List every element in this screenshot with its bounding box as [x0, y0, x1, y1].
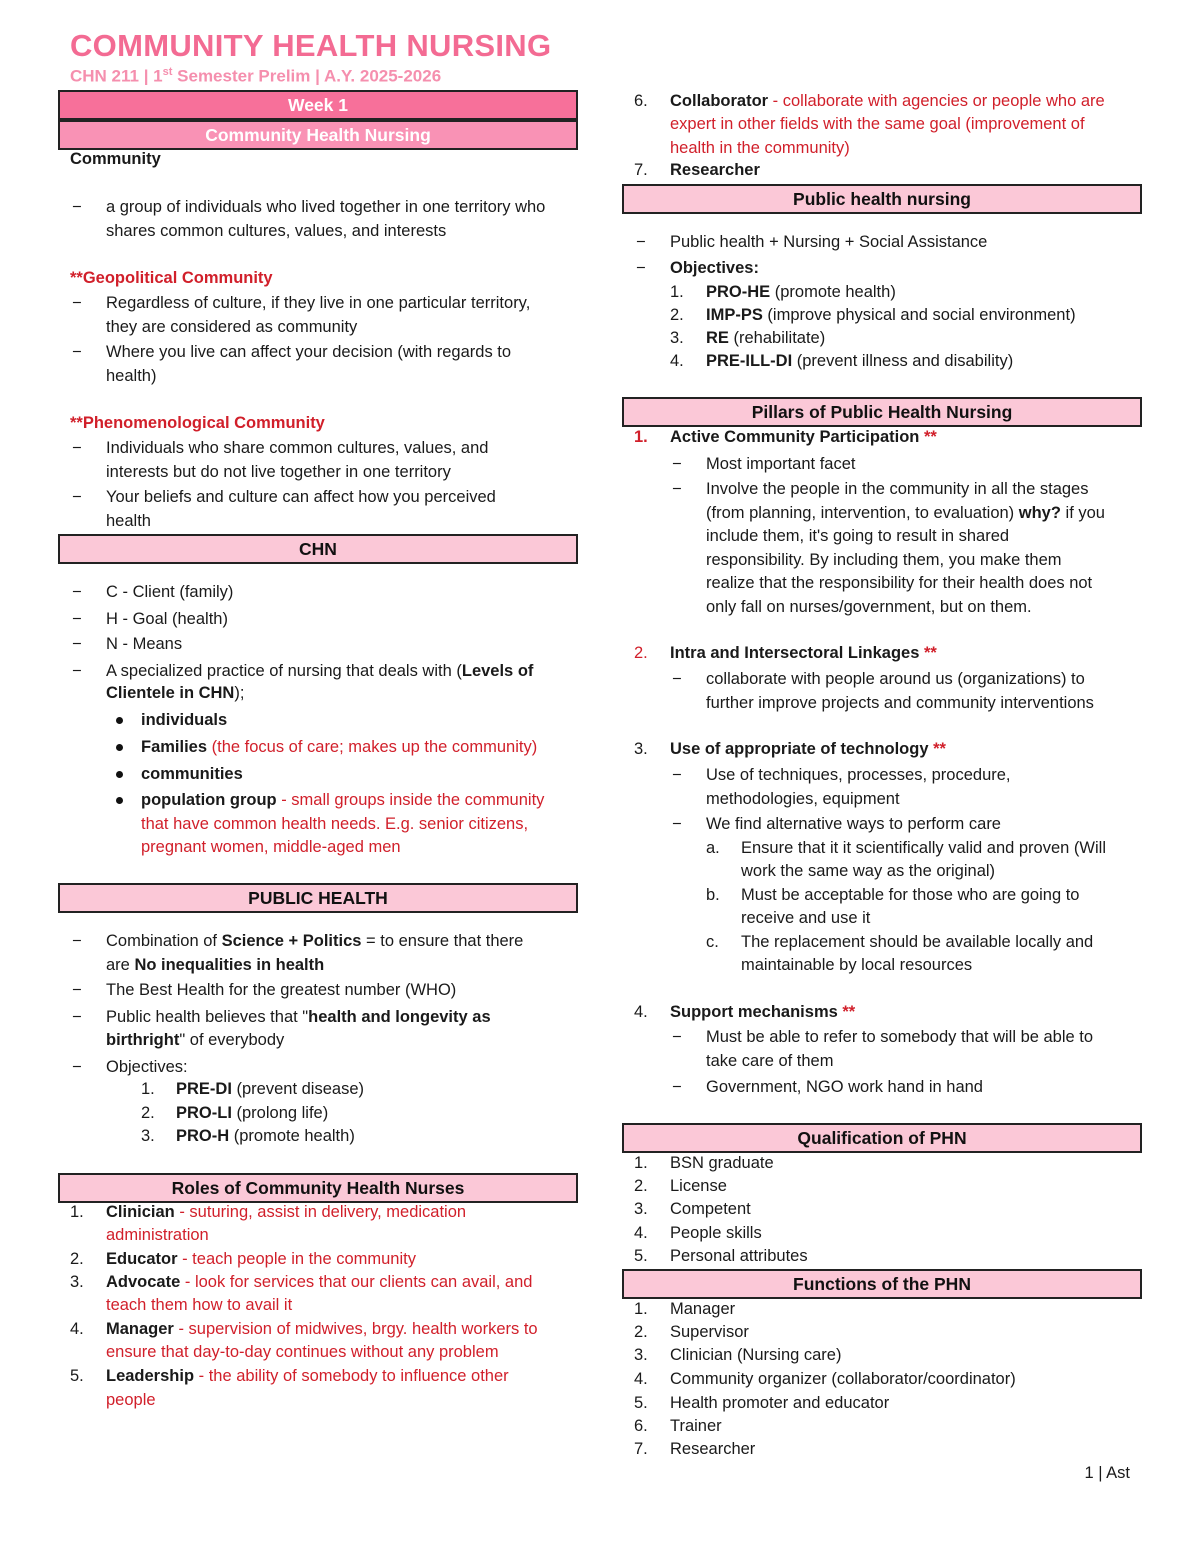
- qualification-header: Qualification of PHN: [622, 1123, 1142, 1153]
- dash-marker: −: [672, 1028, 682, 1046]
- role-leadership-cont: people: [106, 1391, 156, 1409]
- geopolitical-heading: **Geopolitical Community: [70, 269, 273, 287]
- chn-h: H - Goal (health): [106, 610, 228, 628]
- pillar-1-sub-2: Involve the people in the community in all the stages: [706, 480, 1089, 498]
- role-manager: Manager - supervision of midwives, brgy. health workers to: [106, 1320, 538, 1338]
- ph-objective-1: PRE-DI (prevent disease): [176, 1080, 364, 1098]
- role-collaborator-cont1: expert in other fields with the same goal (improvement of: [670, 115, 1085, 133]
- list-number: 1.: [670, 283, 684, 301]
- role-advocate: Advocate - look for services that our clients can avail, and: [106, 1273, 533, 1291]
- community-heading: Community: [70, 150, 161, 168]
- list-number: 1.: [634, 1300, 648, 1318]
- phen-item-2: Your beliefs and culture can affect how you perceived: [106, 488, 496, 506]
- pillar-3-sub-2-b-cont: receive and use it: [741, 909, 871, 927]
- list-number: 5.: [634, 1247, 648, 1265]
- list-number: 1.: [634, 1154, 648, 1172]
- list-number: 3.: [141, 1127, 155, 1145]
- roles-header: Roles of Community Health Nurses: [58, 1173, 578, 1203]
- dash-marker: −: [672, 480, 682, 498]
- pillar-1-sub-1: Most important facet: [706, 455, 856, 473]
- pillar-4-sub-1-cont: take care of them: [706, 1052, 834, 1070]
- functions-header: Functions of the PHN: [622, 1269, 1142, 1299]
- dash-marker: −: [72, 343, 82, 361]
- phn-objective-4: PRE-ILL-DI (prevent illness and disability): [706, 352, 1014, 370]
- geo-item-1-cont: they are considered as community: [106, 318, 358, 336]
- level-families: Families (the focus of care; makes up the community): [141, 738, 538, 756]
- level-population-cont1: that have common health needs. E.g. senior citizens,: [141, 815, 529, 833]
- dash-marker: −: [672, 455, 682, 473]
- qualification-3: Competent: [670, 1200, 751, 1218]
- dash-marker: −: [72, 294, 82, 312]
- role-advocate-cont: teach them how to avail it: [106, 1296, 293, 1314]
- pillar-2-sub-1-cont: further improve projects and community interventions: [706, 694, 1094, 712]
- list-number: 4.: [634, 1370, 648, 1388]
- phn-objectives-label: Objectives:: [670, 259, 759, 277]
- ph-item-3: Public health believes that "health and longevity as: [106, 1008, 491, 1026]
- list-letter: c.: [706, 933, 719, 951]
- pillar-3: Use of appropriate of technology **: [670, 740, 946, 758]
- ph-objective-3: PRO-H (promote health): [176, 1127, 355, 1145]
- page-footer: 1 | Ast: [1084, 1464, 1130, 1482]
- dash-marker: −: [72, 1008, 82, 1026]
- dash-marker: −: [72, 662, 82, 680]
- list-number: 2.: [670, 306, 684, 324]
- section-header-chn: Community Health Nursing: [58, 120, 578, 150]
- list-letter: a.: [706, 839, 720, 857]
- list-number: 4.: [70, 1320, 84, 1338]
- ph-objectives-label: Objectives:: [106, 1058, 188, 1076]
- function-2: Supervisor: [670, 1323, 749, 1341]
- phenomenological-heading: **Phenomenological Community: [70, 414, 325, 432]
- pillar-1-sub-2-line4: responsibility. By including them, you make them: [706, 551, 1062, 569]
- phn-header: Public health nursing: [622, 184, 1142, 214]
- dash-marker: −: [636, 233, 646, 251]
- pillar-2: Intra and Intersectoral Linkages **: [670, 644, 937, 662]
- level-individuals: individuals: [141, 711, 228, 729]
- geo-item-1: Regardless of culture, if they live in one particular territory,: [106, 294, 531, 312]
- bullet-dot: [116, 771, 123, 778]
- role-collaborator: Collaborator - collaborate with agencies or people who are: [670, 92, 1105, 110]
- function-3: Clinician (Nursing care): [670, 1346, 842, 1364]
- dash-marker: −: [72, 583, 82, 601]
- dash-marker: −: [72, 439, 82, 457]
- level-population: population group - small groups inside the community: [141, 791, 545, 809]
- bullet-dot: [116, 744, 123, 751]
- ph-item-2: The Best Health for the greatest number (WHO): [106, 981, 457, 999]
- pillar-3-sub-2: We find alternative ways to perform care: [706, 815, 1001, 833]
- function-4: Community organizer (collaborator/coordinator): [670, 1370, 1016, 1388]
- qualification-2: License: [670, 1177, 727, 1195]
- dash-marker: −: [72, 981, 82, 999]
- pillar-3-sub-2-c-cont: maintainable by local resources: [741, 956, 973, 974]
- ph-item-1: Combination of Science + Politics = to ensure that there: [106, 932, 524, 950]
- ph-objective-2: PRO-LI (prolong life): [176, 1104, 329, 1122]
- qualification-1: BSN graduate: [670, 1154, 774, 1172]
- dash-marker: −: [672, 815, 682, 833]
- list-number: 4.: [670, 352, 684, 370]
- bullet-dot: [116, 717, 123, 724]
- geo-item-2: Where you live can affect your decision (with regards to: [106, 343, 512, 361]
- level-population-cont2: pregnant women, middle-aged men: [141, 838, 401, 856]
- function-1: Manager: [670, 1300, 736, 1318]
- dash-marker: −: [672, 1078, 682, 1096]
- pillar-1-sub-2-line6: only fall on nurses/government, but on them.: [706, 598, 1032, 616]
- dash-marker: −: [72, 635, 82, 653]
- function-5: Health promoter and educator: [670, 1394, 890, 1412]
- list-number: 5.: [70, 1367, 84, 1385]
- list-number: 3.: [634, 740, 648, 758]
- geo-item-2-cont: health): [106, 367, 157, 385]
- ph-item-3-cont: birthright" of everybody: [106, 1031, 285, 1049]
- week-header: Week 1: [58, 90, 578, 120]
- bullet-dot: [116, 797, 123, 804]
- role-clinician-cont: administration: [106, 1226, 209, 1244]
- phn-objective-2: IMP-PS (improve physical and social environment): [706, 306, 1076, 324]
- pillar-1-sub-2-line2: (from planning, intervention, to evaluation) why? if you: [706, 504, 1105, 522]
- list-number: 3.: [70, 1273, 84, 1291]
- chn-c: C - Client (family): [106, 583, 234, 601]
- dash-marker: −: [72, 1058, 82, 1076]
- pillar-4-sub-1: Must be able to refer to somebody that will be able to: [706, 1028, 1094, 1046]
- role-manager-cont: ensure that day-to-day continues without any problem: [106, 1343, 499, 1361]
- phen-item-2-cont: health: [106, 512, 151, 530]
- list-number: 3.: [670, 329, 684, 347]
- level-communities: communities: [141, 765, 243, 783]
- chn-n: N - Means: [106, 635, 183, 653]
- list-number: 1.: [141, 1080, 155, 1098]
- role-researcher: Researcher: [670, 161, 760, 179]
- dash-marker: −: [672, 670, 682, 688]
- list-number: 3.: [634, 1346, 648, 1364]
- pillars-header: Pillars of Public Health Nursing: [622, 397, 1142, 427]
- qualification-4: People skills: [670, 1224, 762, 1242]
- pillar-3-sub-2-a-cont: work the same way as the original): [741, 862, 996, 880]
- list-number: 1.: [634, 428, 648, 446]
- list-number: 2.: [70, 1250, 84, 1268]
- pillar-1: Active Community Participation **: [670, 428, 937, 446]
- list-number: 5.: [634, 1394, 648, 1412]
- list-number: 2.: [634, 644, 648, 662]
- public-health-header: PUBLIC HEALTH: [58, 883, 578, 913]
- list-number: 7.: [634, 161, 648, 179]
- chn-specialized: A specialized practice of nursing that deals with (Levels of Clientele in CHN);: [106, 662, 534, 702]
- phen-item-1-cont: interests but do not live together in one territory: [106, 463, 451, 481]
- pillar-2-sub-1: collaborate with people around us (organizations) to: [706, 670, 1085, 688]
- list-number: 6.: [634, 1417, 648, 1435]
- function-6: Trainer: [670, 1417, 722, 1435]
- list-letter: b.: [706, 886, 720, 904]
- list-number: 1.: [70, 1203, 84, 1221]
- pillar-1-sub-2-line3: include them, it's going to result in shared: [706, 527, 1010, 545]
- list-number: 6.: [634, 92, 648, 110]
- community-def-line1: a group of individuals who lived together in one territory who: [106, 198, 546, 216]
- pillar-3-sub-2-a: Ensure that it it scientifically valid and proven (Will: [741, 839, 1106, 857]
- function-7: Researcher: [670, 1440, 756, 1458]
- role-leadership: Leadership - the ability of somebody to influence other: [106, 1367, 509, 1385]
- role-collaborator-cont2: health in the community): [670, 139, 850, 157]
- ph-item-1-cont: are No inequalities in health: [106, 956, 325, 974]
- dash-marker: −: [72, 488, 82, 506]
- phen-item-1: Individuals who share common cultures, values, and: [106, 439, 489, 457]
- document-title: COMMUNITY HEALTH NURSING: [70, 28, 552, 63]
- phn-objective-1: PRO-HE (promote health): [706, 283, 896, 301]
- pillar-3-sub-1-cont: methodologies, equipment: [706, 790, 900, 808]
- document-subtitle: CHN 211 | 1st Semester Prelim | A.Y. 2025-2026: [70, 66, 442, 86]
- dash-marker: −: [72, 198, 82, 216]
- dash-marker: −: [72, 610, 82, 628]
- list-number: 4.: [634, 1003, 648, 1021]
- pillar-3-sub-2-c: The replacement should be available locally and: [741, 933, 1094, 951]
- phn-objective-3: RE (rehabilitate): [706, 329, 826, 347]
- list-number: 4.: [634, 1224, 648, 1242]
- list-number: 2.: [141, 1104, 155, 1122]
- list-number: 3.: [634, 1200, 648, 1218]
- pillar-4-sub-2: Government, NGO work hand in hand: [706, 1078, 983, 1096]
- list-number: 2.: [634, 1177, 648, 1195]
- dash-marker: −: [636, 259, 646, 277]
- pillar-4: Support mechanisms **: [670, 1003, 856, 1021]
- pillar-3-sub-1: Use of techniques, processes, procedure,: [706, 766, 1011, 784]
- qualification-5: Personal attributes: [670, 1247, 808, 1265]
- chn-header: CHN: [58, 534, 578, 564]
- list-number: 7.: [634, 1440, 648, 1458]
- list-number: 2.: [634, 1323, 648, 1341]
- community-def-line2: shares common cultures, values, and interests: [106, 222, 447, 240]
- pillar-1-sub-2-line5: realize that the responsibility for their health does not: [706, 574, 1093, 592]
- dash-marker: −: [72, 932, 82, 950]
- phn-item-1: Public health + Nursing + Social Assistance: [670, 233, 988, 251]
- role-educator: Educator - teach people in the community: [106, 1250, 416, 1268]
- dash-marker: −: [672, 766, 682, 784]
- pillar-3-sub-2-b: Must be acceptable for those who are going to: [741, 886, 1080, 904]
- role-clinician: Clinician - suturing, assist in delivery, medication: [106, 1203, 467, 1221]
